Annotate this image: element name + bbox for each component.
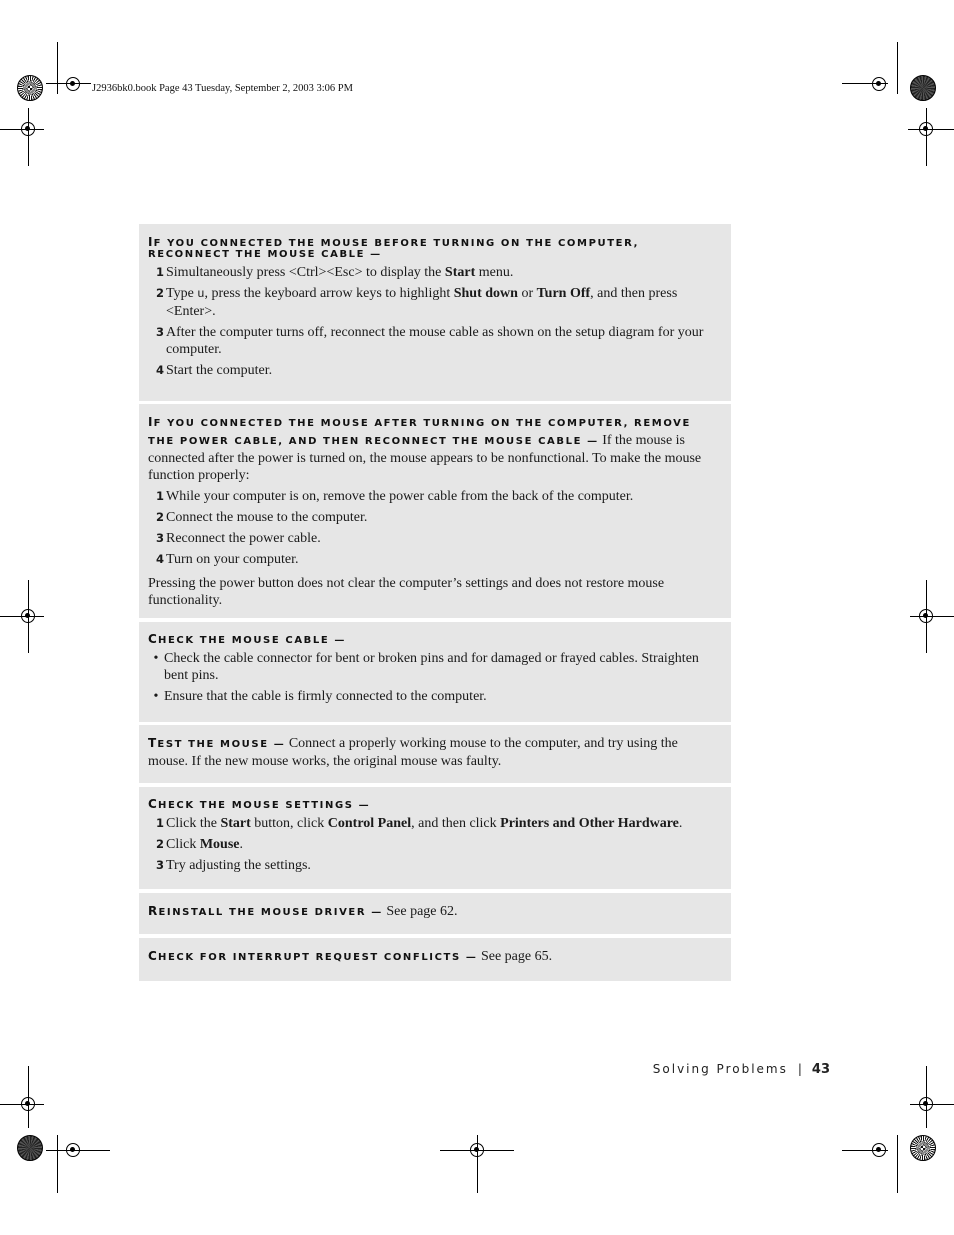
list-item: 3 After the computer turns off, reconnect the mouse cable as shown on the setup diagram for your computer. bbox=[155, 325, 704, 357]
section-mouse-settings bbox=[139, 787, 731, 889]
list-item: 4 Turn on your computer. bbox=[155, 552, 299, 567]
note-text: Pressing the power button does not clear the computer’s settings and does not restore mouse functionality. bbox=[148, 576, 665, 608]
list-item: • Check the cable connector for bent or broken pins and for damaged or frayed cables. Straighten bent pins. bbox=[153, 651, 699, 683]
registration-star-icon bbox=[910, 75, 936, 101]
list-item: 1 Click the Start button, click Control Panel, and then click Printers and Other Hardware. bbox=[155, 816, 683, 831]
section-reconnect-after bbox=[139, 404, 731, 618]
section-heading: IF YOU CONNECTED THE MOUSE BEFORE TURNING ON THE COMPUTER, RECONNECT THE MOUSE CABLE — bbox=[148, 235, 639, 260]
page-footer bbox=[653, 1062, 830, 1077]
section-check-cable bbox=[139, 622, 731, 722]
registration-star-icon bbox=[17, 75, 43, 101]
section-heading: REINSTALL THE MOUSE DRIVER — See page 62. bbox=[148, 904, 458, 919]
section-heading: CHECK FOR INTERRUPT REQUEST CONFLICTS — See page 65. bbox=[148, 949, 553, 964]
section-irq-conflicts bbox=[139, 938, 731, 981]
list-item: • Ensure that the cable is firmly connected to the computer. bbox=[153, 689, 487, 704]
bullet-list bbox=[148, 650, 721, 705]
registration-star-icon bbox=[910, 1135, 936, 1161]
section-heading: CHECK THE MOUSE CABLE — bbox=[148, 632, 346, 646]
list-item: 4 Start the computer. bbox=[155, 363, 273, 378]
section-heading: IF YOU CONNECTED THE MOUSE AFTER TURNING ON THE COMPUTER, REMOVE THE POWER CABLE, AND THEN RECONNECT THE MOUSE CABLE — If the mouse is connected after the power is turned on, the mouse appears to be nonfunctional. To make the mouse function properly: bbox=[148, 415, 702, 483]
page-number: 43 bbox=[811, 1062, 830, 1077]
print-header: J2936bk0.book Page 43 Tuesday, September 2, 2003 3:06 PM bbox=[92, 83, 353, 94]
section-reconnect-before bbox=[139, 224, 731, 401]
steps-list bbox=[148, 264, 721, 379]
list-item: 1 While your computer is on, remove the power cable from the back of the computer. bbox=[155, 489, 634, 504]
list-item: 3 Try adjusting the settings. bbox=[155, 858, 311, 873]
section-reinstall-driver bbox=[139, 893, 731, 934]
steps-list bbox=[148, 815, 721, 874]
list-item: 2 Connect the mouse to the computer. bbox=[155, 510, 368, 525]
section-heading: CHECK THE MOUSE SETTINGS — bbox=[148, 797, 371, 811]
list-item: 3 Reconnect the power cable. bbox=[155, 531, 321, 546]
list-item: 2 Click Mouse. bbox=[155, 837, 244, 852]
footer-section-title: Solving Problems bbox=[652, 1062, 788, 1076]
registration-star-icon bbox=[17, 1135, 43, 1161]
section-test-mouse bbox=[139, 725, 731, 783]
footer-separator: | bbox=[797, 1062, 802, 1076]
section-heading: TEST THE MOUSE — Connect a properly working mouse to the computer, and try using the mouse. If the new mouse works, the original mouse was faulty. bbox=[148, 736, 678, 769]
list-item: 1 Simultaneously press <Ctrl><Esc> to display the Start menu. bbox=[155, 265, 514, 280]
list-item: 2 Type u, press the keyboard arrow keys to highlight Shut down or Turn Off, and then press <Enter>. bbox=[155, 286, 678, 319]
steps-list bbox=[148, 488, 721, 568]
